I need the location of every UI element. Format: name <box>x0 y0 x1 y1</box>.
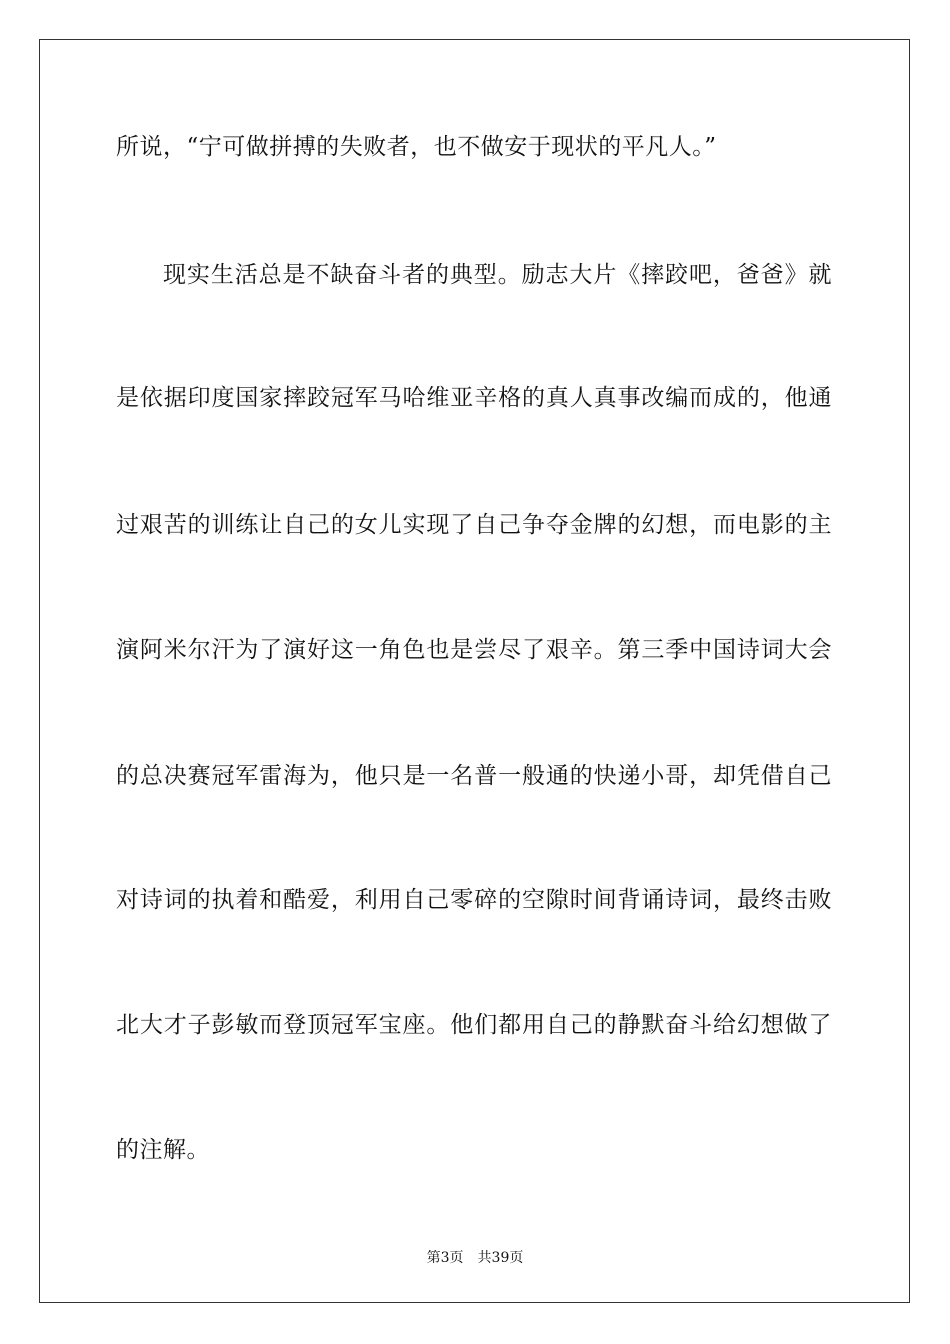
page-number: 第3页 <box>426 1250 464 1266</box>
body-text-line-5: 演阿米尔汗为了演好这一角色也是尝尽了艰辛。第三季中国诗词大会 <box>116 637 832 663</box>
body-text-line-6: 的总决赛冠军雷海为，他只是一名普一般通的快递小哥，却凭借自己 <box>116 763 832 789</box>
page-footer <box>0 1248 950 1268</box>
body-text-line-4: 过艰苦的训练让自己的女儿实现了自己争夺金牌的幻想，而电影的主 <box>116 512 832 538</box>
body-text-line-8: 北大才子彭敏而登顶冠军宝座。他们都用自己的静默奋斗给幻想做了 <box>116 1012 832 1038</box>
page-border <box>39 39 910 1303</box>
body-text-line-2: 现实生活总是不缺奋斗者的典型。励志大片《摔跤吧，爸爸》就 <box>163 262 832 288</box>
body-text-line-9: 的注解。 <box>116 1137 210 1163</box>
body-text-line-3: 是依据印度国家摔跤冠军马哈维亚辛格的真人真事改编而成的，他通 <box>116 385 832 411</box>
body-text-line-7: 对诗词的执着和酷爱，利用自己零碎的空隙时间背诵诗词，最终击败 <box>116 887 832 913</box>
body-text-line-1: 所说，“宁可做拼搏的失败者，也不做安于现状的平凡人。” <box>116 134 717 160</box>
total-pages: 共39页 <box>477 1250 524 1266</box>
